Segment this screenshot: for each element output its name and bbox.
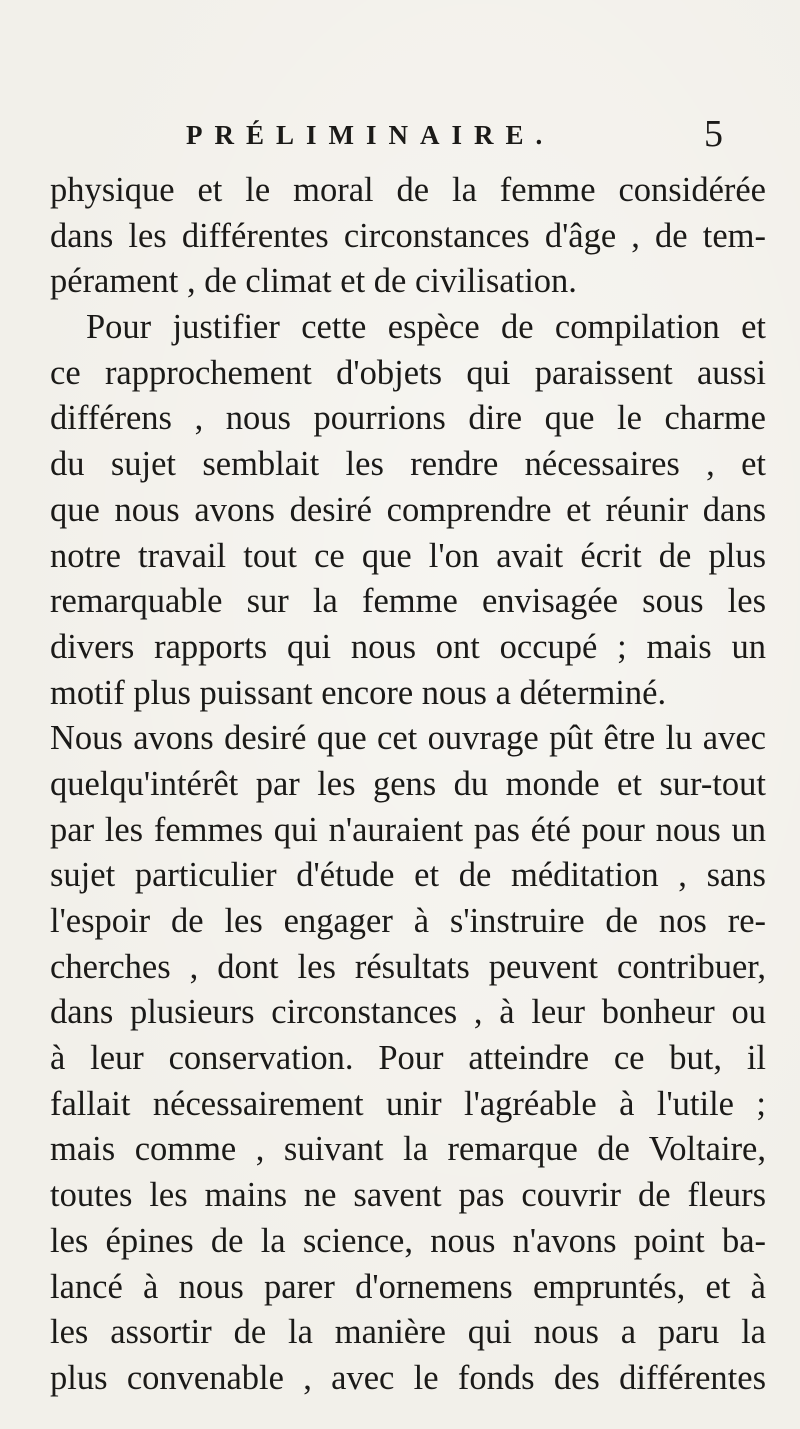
text-line: par les femmes qui n'auraient pas été pour nous un	[50, 810, 766, 849]
text-line: différens , nous pourrions dire que le charme	[50, 399, 766, 438]
text-line: que nous avons desiré comprendre et réunir dans	[50, 490, 766, 529]
text-line: notre travail tout ce que l'on avait écrit de plus	[50, 536, 766, 575]
text-line: à leur conservation. Pour atteindre ce but, il	[50, 1039, 766, 1078]
text-line: sujet particulier d'étude et de méditation , sans	[50, 856, 766, 895]
text-line: mais comme , suivant la remarque de Voltaire,	[50, 1130, 766, 1169]
text-line: motif plus puissant encore nous a déterminé.	[50, 673, 667, 712]
text-line: ce rapprochement d'objets qui paraissent aussi	[50, 353, 766, 392]
text-line: toutes les mains ne savent pas couvrir de fleurs	[50, 1176, 766, 1215]
body-text	[50, 168, 766, 1402]
text-line: remarquable sur la femme envisagée sous les	[50, 582, 766, 621]
text-line: du sujet semblait les rendre nécessaires , et	[50, 445, 766, 484]
page-number: 5	[704, 113, 723, 155]
running-head	[0, 112, 800, 162]
text-line: plus convenable , avec le fonds des différentes	[50, 1358, 766, 1397]
text-line: fallait nécessairement unir l'agréable à l'utile ;	[50, 1084, 766, 1123]
text-line: les assortir de la manière qui nous a paru la	[50, 1313, 766, 1352]
text-line: dans les différentes circonstances d'âge , de tem-	[50, 216, 766, 255]
text-line: divers rapports qui nous ont occupé ; mais un	[50, 627, 766, 666]
text-line: Pour justifier cette espèce de compilation et	[86, 308, 766, 347]
text-line: dans plusieurs circonstances , à leur bonheur ou	[50, 993, 766, 1032]
text-line: quelqu'intérêt par les gens du monde et sur-tout	[50, 764, 766, 803]
text-line: Nous avons desiré que cet ouvrage pût être lu avec	[50, 719, 766, 758]
running-title: PRÉLIMINAIRE.	[186, 120, 555, 150]
text-line: pérament , de climat et de civilisation.	[50, 262, 577, 301]
text-line: lancé à nous parer d'ornemens empruntés, et à	[50, 1267, 766, 1306]
text-line: les épines de la science, nous n'avons point ba-	[50, 1221, 766, 1260]
text-line: l'espoir de les engager à s'instruire de nos re-	[50, 902, 766, 940]
text-line: cherches , dont les résultats peuvent contribuer,	[50, 947, 766, 986]
text-line: physique et le moral de la femme considérée	[50, 171, 766, 209]
